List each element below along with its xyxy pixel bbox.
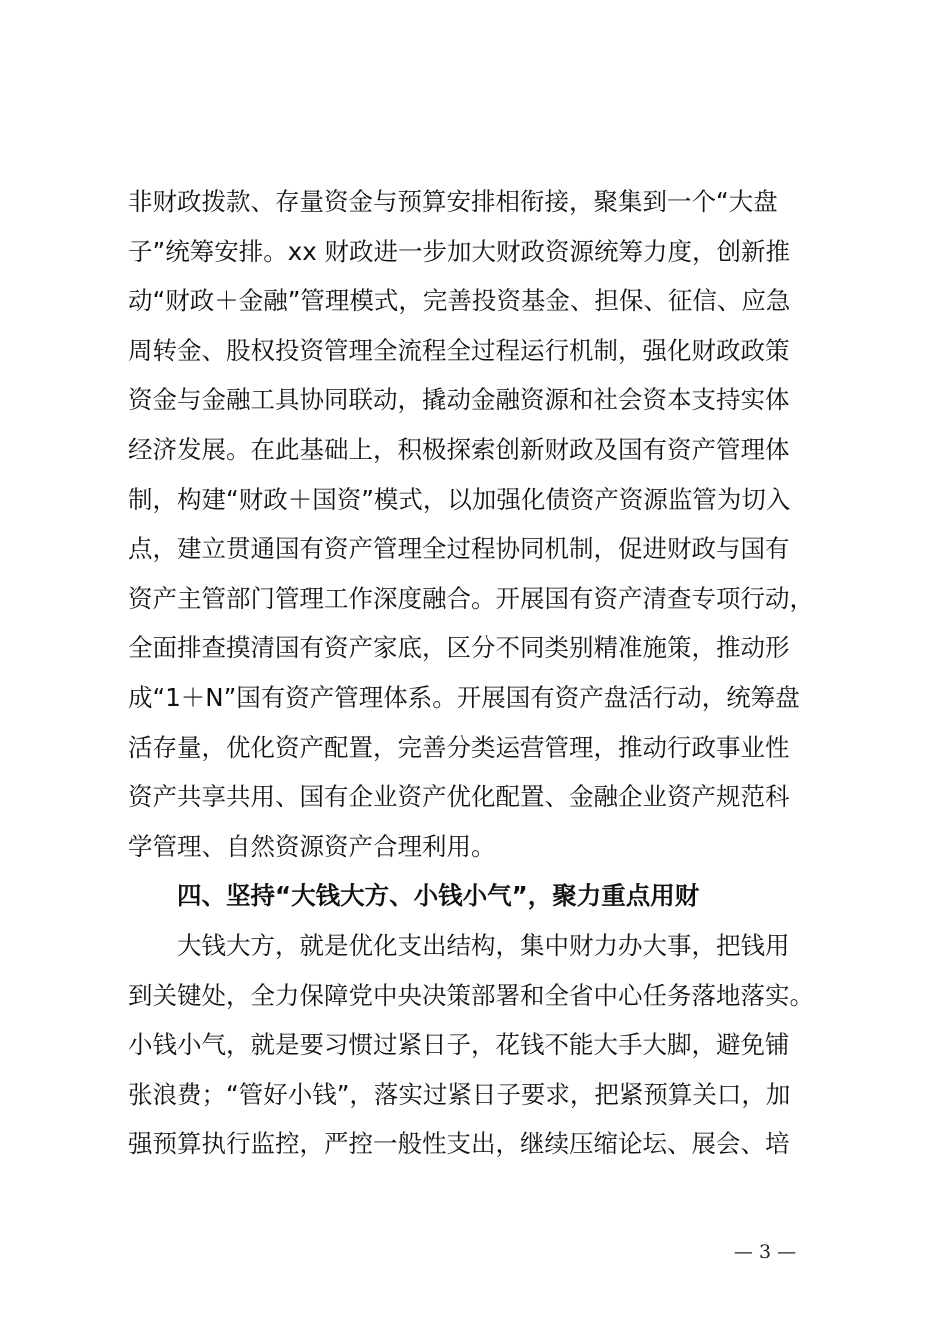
page-number: — 3 — bbox=[733, 1241, 797, 1263]
text-line: 大钱大方，就是优化支出结构，集中财力办大事，把钱用 bbox=[177, 930, 790, 960]
text-line: 周转金、股权投资管理全流程全过程运行机制，强化财政政策 bbox=[128, 335, 790, 365]
text-line: 动“财政＋金融”管理模式，完善投资基金、担保、征信、应急 bbox=[128, 286, 791, 316]
text-line: 资产共享共用、国有企业资产优化配置、金融企业资产规范科 bbox=[128, 782, 790, 812]
text-line: 学管理、自然资源资产合理利用。 bbox=[128, 831, 496, 861]
text-line: 强预算执行监控，严控一般性支出，继续压缩论坛、展会、培 bbox=[128, 1129, 790, 1159]
text-line: 非财政拨款、存量资金与预算安排相衔接，聚集到一个“大盘 bbox=[128, 187, 778, 216]
text-line: 成“1＋N”国有资产管理体系。开展国有资产盘活行动，统筹盘 bbox=[128, 682, 800, 712]
text-line: 制，构建“财政＋国资”模式，以加强化债资产资源监管为切入 bbox=[128, 484, 791, 514]
text-line: 张浪费；“管好小钱”，落实过紧日子要求，把紧预算关口，加 bbox=[128, 1079, 791, 1109]
text-line: 点，建立贯通国有资产管理全过程协同机制，促进财政与国有 bbox=[128, 534, 790, 564]
text-line: 资产主管部门管理工作深度融合。开展国有资产清查专项行动， bbox=[128, 583, 814, 613]
body-text bbox=[128, 182, 840, 1174]
text-line: 活存量，优化资产配置，完善分类运营管理，推动行政事业性 bbox=[128, 732, 790, 762]
text-line: 资金与金融工具协同联动，撬动金融资源和社会资本支持实体 bbox=[128, 385, 790, 415]
text-line: 子”统筹安排。xx 财政进一步加大财政资源统筹力度，创新推 bbox=[128, 236, 790, 266]
text-line: 全面排查摸清国有资产家底，区分不同类别精准施策，推动形 bbox=[128, 633, 790, 663]
text-line: 到关键处，全力保障党中央决策部署和全省中心任务落地落实。 bbox=[128, 980, 814, 1010]
text-line: 小钱小气，就是要习惯过紧日子，花钱不能大手大脚，避免铺 bbox=[128, 1030, 790, 1060]
text-line: 经济发展。在此基础上，积极探索创新财政及国有资产管理体 bbox=[128, 434, 790, 464]
section-heading: 四、坚持“大钱大方、小钱小气”，聚力重点用财 bbox=[177, 881, 700, 911]
